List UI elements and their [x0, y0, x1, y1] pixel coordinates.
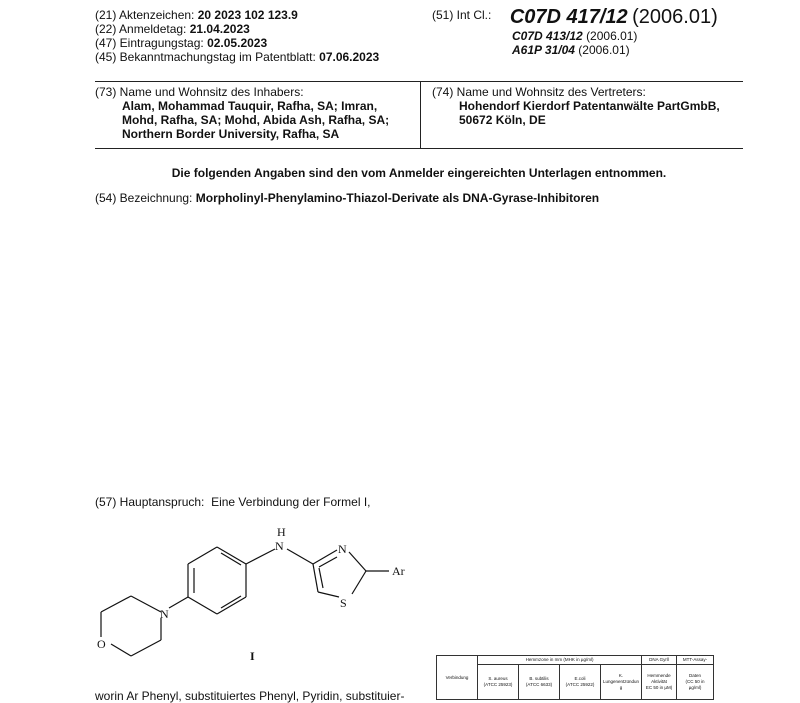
application-number: 20 2023 102 123.9 — [197, 8, 298, 22]
bond — [111, 644, 131, 656]
atom-thiazole-n-label: N — [338, 542, 347, 556]
table-header-b-subtilis: B. subtilis — [529, 676, 549, 681]
representative-label: (74) Name und Wohnsitz des Vertreters: — [432, 85, 646, 99]
representative-line: Hohendorf Kierdorf Patentanwälte PartGmbB, — [459, 99, 720, 113]
table-header-mtt: MTT-Assay- — [677, 656, 714, 665]
owner-line: Mohd, Rafha, SA; Mohd, Abida Ash, Rafha, SA; — [122, 113, 390, 127]
bond — [188, 547, 217, 564]
ipc-classification — [432, 6, 752, 57]
atom-o-label: O — [97, 637, 106, 651]
bond — [313, 564, 318, 592]
table-header-mtt-line2: Daten — [689, 673, 702, 678]
main-claim-label: (57) Hauptanspruch: — [95, 495, 205, 509]
table-header-mtt-line3: (CC 50 in µg/ml) — [685, 679, 705, 690]
table-header-e-coli-atcc: (ATCC 25922) — [565, 682, 595, 687]
table-header-cell — [642, 665, 677, 700]
formula-number-label: I — [250, 649, 255, 663]
filing-date-row — [95, 22, 415, 36]
table-header-cell — [601, 665, 642, 700]
ipc-sub-code: C07D 413/12 — [512, 29, 583, 43]
publication-date: 07.06.2023 — [319, 50, 380, 64]
filing-date-label: (22) Anmeldetag: — [95, 22, 187, 36]
table-header-cell — [478, 665, 519, 700]
table-row — [437, 656, 714, 665]
bond — [217, 547, 246, 564]
ipc-sub-version: (2006.01) — [578, 43, 630, 57]
bond — [131, 596, 161, 612]
owner-label: (73) Name und Wohnsitz des Inhabers: — [95, 85, 304, 99]
column-divider — [420, 81, 421, 148]
registration-date: 02.05.2023 — [207, 36, 268, 50]
atom-h-label: H — [277, 525, 286, 539]
bond — [217, 597, 246, 614]
chemical-structure-formula-i — [85, 520, 425, 670]
application-number-row — [95, 8, 415, 22]
application-number-label: (21) Aktenzeichen: — [95, 8, 195, 22]
activity-data-table — [436, 655, 714, 700]
table-header-k-line3: g — [619, 685, 623, 690]
table-header-dna-line2: Hemmende — [647, 673, 671, 678]
bond — [188, 597, 217, 614]
ipc-sub-code: A61P 31/04 — [512, 43, 575, 57]
table-header-b-subtilis-atcc: (ATCC 6633) — [525, 682, 553, 687]
double-bond — [319, 568, 323, 588]
table-row — [437, 665, 714, 700]
table-header-cell — [560, 665, 601, 700]
filing-date: 21.04.2023 — [189, 22, 250, 36]
table-header-cell — [677, 665, 714, 700]
bond — [318, 592, 339, 597]
table-header-e-coli: E.coli — [574, 676, 586, 681]
table-header-cell — [519, 665, 560, 700]
publication-date-row — [95, 50, 415, 64]
table-header-dna-line4: EC 50 in µM) — [645, 685, 673, 690]
atom-ar-label: Ar — [392, 564, 405, 578]
owner-line: Northern Border University, Rafha, SA — [122, 127, 340, 141]
table-header-dna: DNA Gyrll — [642, 656, 677, 665]
ipc-sub-version: (2006.01) — [586, 29, 638, 43]
table-header-group: Hemmzone in mm (MHK in µg/ml) — [478, 656, 642, 665]
bond — [349, 552, 366, 571]
bond — [352, 571, 366, 594]
publication-date-label: (45) Bekanntmachungstag im Patentblatt: — [95, 50, 316, 64]
table-header-k-line2: Lungenentzündun — [603, 679, 640, 684]
ipc-main-code: C07D 417/12 — [509, 6, 628, 28]
ipc-main-row — [432, 6, 752, 29]
ipc-sub-row — [512, 29, 752, 43]
table-header-s-aureus: S. aureus — [488, 676, 508, 681]
registration-date-label: (47) Eintragungstag: — [95, 36, 204, 50]
atom-amine-n-label: N — [275, 539, 284, 553]
bond — [169, 597, 188, 608]
designation-row — [95, 191, 743, 205]
designation-title: Morpholinyl-Phenylamino-Thiazol-Derivate als DNA-Gyrase-Inhibitoren — [195, 191, 600, 205]
bottom-divider — [95, 148, 743, 149]
main-claim-row — [95, 495, 371, 509]
bond — [101, 596, 131, 612]
bond — [131, 640, 161, 656]
main-claim-text: Eine Verbindung der Formel I, — [211, 495, 371, 509]
atom-morpholine-n-label: N — [160, 607, 169, 621]
representative-line: 50672 Köln, DE — [459, 113, 546, 127]
table-header-k: K. — [618, 673, 624, 678]
table-header-s-aureus-atcc: (ATCC 25923) — [483, 682, 513, 687]
table-header-dna-line3: Aktivität — [651, 679, 667, 684]
registration-date-row — [95, 36, 415, 50]
structure-atoms — [97, 525, 405, 663]
ipc-main-version: (2006.01) — [632, 6, 718, 28]
bond — [287, 549, 313, 564]
designation-label: (54) Bezeichnung: — [95, 191, 193, 205]
atom-s-label: S — [340, 596, 347, 610]
representative-block — [432, 85, 752, 127]
applicant-note: Die folgenden Angaben sind den vom Anmelder eingereichten Unterlagen entnommen. — [171, 166, 667, 180]
bond — [313, 550, 337, 564]
bond — [246, 549, 275, 564]
ipc-label: (51) Int Cl.: — [432, 8, 492, 22]
owner-block — [95, 85, 420, 141]
claim-continuation: worin Ar Phenyl, substituiertes Phenyl, Pyridin, substituier- — [95, 689, 405, 703]
owner-line: Alam, Mohammad Tauquir, Rafha, SA; Imran, — [122, 99, 378, 113]
table-header-compound: Verbindung — [437, 656, 478, 700]
ipc-sub-row — [512, 43, 752, 57]
top-divider — [95, 81, 743, 82]
bibliographic-data — [95, 8, 415, 64]
